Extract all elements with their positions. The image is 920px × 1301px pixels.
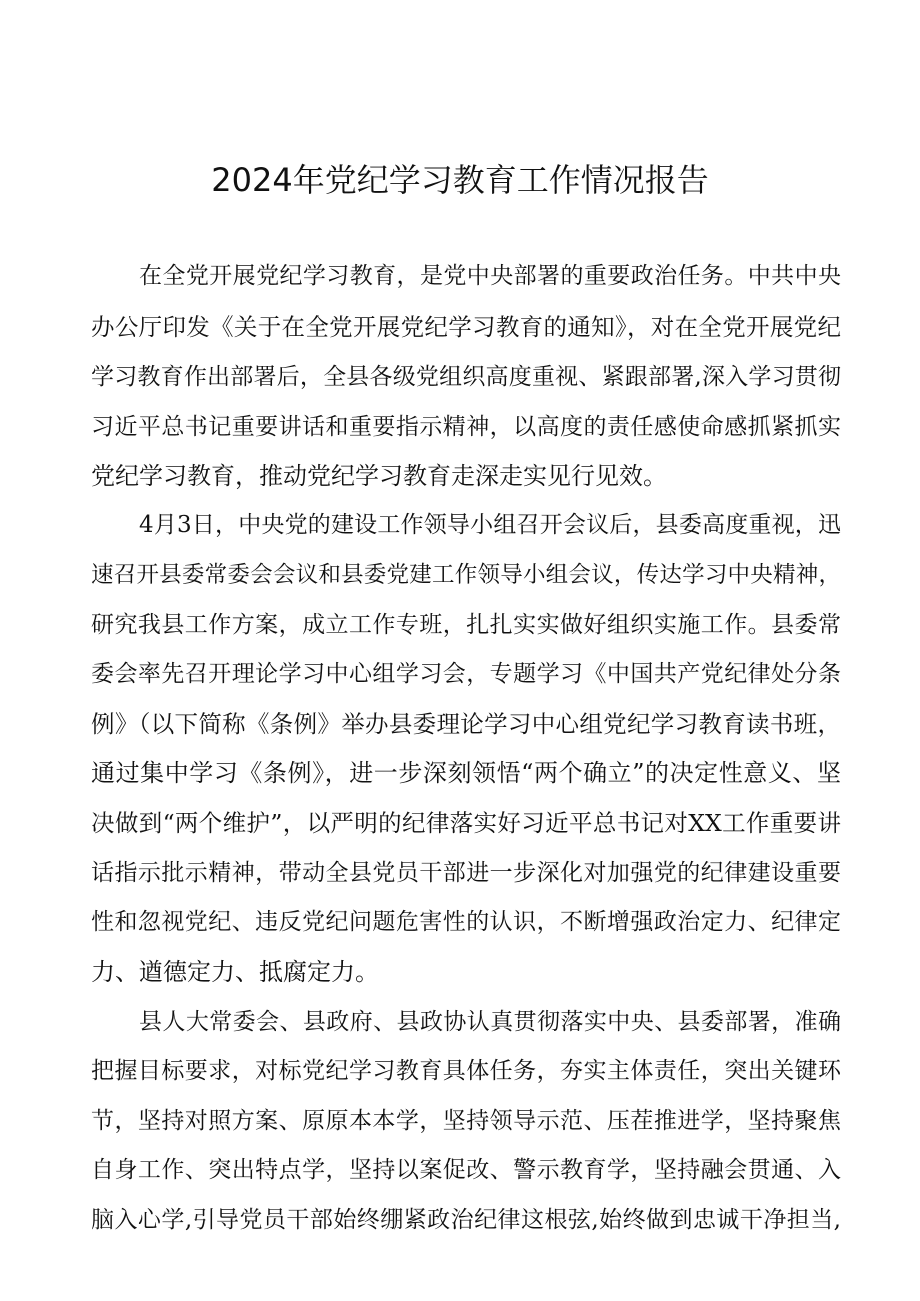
paragraph-3-line-4: 自身工作、突出特点学，坚持以案促改、警示教育学，坚持融会贯通、入 — [91, 1157, 841, 1183]
paragraph-2-line-10: 力、遒德定力、抵腐定力。 — [91, 958, 379, 986]
paragraph-3-line-5: 脑入心学,引导党员干部始终绷紧政治纪律这根弦,始终做到忠诚干净担当, — [91, 1207, 841, 1233]
paragraph-2-line-8: 话指示批示精神，带动全县党员干部进一步深化对加强党的纪律建设重要 — [91, 860, 841, 886]
paragraph-1-line-2: 办公厅印发《关于在全党开展党纪学习教育的通知》，对在全党开展党纪 — [91, 313, 841, 341]
paragraph-2-line-3: 研究我县工作方案，成立工作专班，扎扎实实做好组织实施工作。县委常 — [91, 612, 841, 638]
paragraph-1-line-3: 学习教育作出部署后，全县各级党组织高度重视、紧跟部署,深入学习贯彻 — [91, 364, 841, 390]
document-title: 2024年党纪学习教育工作情况报告 — [211, 161, 709, 199]
paragraph-2-line-5: 例》（以下简称《条例》举办县委理论学习中心组党纪学习教育读书班， — [91, 710, 841, 738]
paragraph-1-line-4: 习近平总书记重要讲话和重要指示精神，以高度的责任感使命感抓紧抓实 — [91, 414, 841, 440]
paragraph-2-line-7: 决做到“两个维护”，以严明的纪律落实好习近平总书记对XX工作重要讲 — [91, 809, 841, 837]
paragraph-2-line-4: 委会率先召开理论学习中心组学习会，专题学习《中国共产党纪律处分条 — [91, 661, 841, 687]
paragraph-2-line-1: 4月3日，中央党的建设工作领导小组召开会议后，县委高度重视，迅 — [139, 512, 841, 538]
paragraph-2-line-2: 速召开县委常委会会议和县委党建工作领导小组会议，传达学习中央精神， — [91, 562, 841, 588]
paragraph-3-line-3: 节，坚持对照方案、原原本本学，坚持领导示范、压茬推进学，坚持聚焦 — [91, 1108, 841, 1134]
paragraph-1-line-1: 在全党开展党纪学习教育，是党中央部署的重要政治任务。中共中央 — [139, 263, 841, 289]
paragraph-3-line-2: 把握目标要求，对标党纪学习教育具体任务，夯实主体责任，突出关键环 — [91, 1058, 841, 1084]
paragraph-2-line-9: 性和忽视党纪、违反党纪问题危害性的认识，不断增强政治定力、纪律定 — [91, 909, 841, 935]
paragraph-1-line-5: 党纪学习教育，推动党纪学习教育走深走实见行见效。 — [91, 462, 667, 490]
paragraph-3-line-1: 县人大常委会、县政府、县政协认真贯彻落实中央、县委部署，准确 — [139, 1009, 841, 1035]
paragraph-2-line-6: 通过集中学习《条例》，进一步深刻领悟“两个确立”的决定性意义、坚 — [91, 759, 841, 787]
